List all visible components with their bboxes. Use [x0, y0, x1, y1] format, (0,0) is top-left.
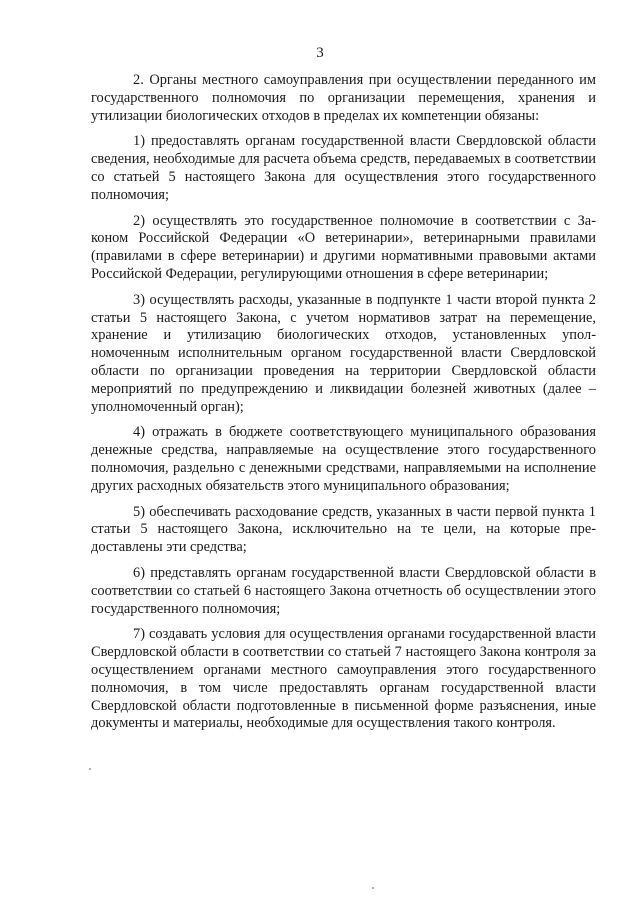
- scan-speck: [89, 768, 91, 770]
- paragraph-item-2: 2) осуществлять это государственное полномочие в соответствии с Законом Российской Федерации «О ветеринарии», ветеринарными правилами (правилами в сфере ветеринарии) и другими нормативными правовыми актами Российской Федерации, регулирующими отношения в сфере ветеринарии;: [91, 212, 596, 282]
- paragraph-item-7: 7) создавать условия для осуществления органами государственной власти Свердловской области в соответствии со статьей 7 настоящего Закона контроля за осуществлением органами местного самоуправления этого государственного полномочия, в том числе предоставлять органам государственной власти Свердловской области подготовленные в письменной форме разъяснения, иные документы и материалы, необходимые для осуществления такого контроля.: [91, 626, 596, 732]
- paragraph-item-5: 5) обеспечивать расходование средств, указанных в части первой пункта 1 статьи 5 настоящего Закона, исключительно на те цели, на которые предоставлены эти средства;: [91, 503, 596, 556]
- paragraph-item-3: 3) осуществлять расходы, указанные в подпункте 1 части второй пункта 2 статьи 5 настоящего Закона, с учетом нормативов затрат на перемещение, хранение и утилизацию биологических отходов, установленных уполномоченным исполнительным органом государственной власти Свердловской области по организации проведения на территории Свердловской области мероприятий по предупреждению и ликвидации болезней животных (далее – уполномоченный орган);: [91, 291, 596, 415]
- paragraph-item-6: 6) представлять органам государственной власти Свердловской области в соответствии со статьей 6 настоящего Закона отчетность об осуществлении этого государственного полномочия;: [91, 564, 596, 617]
- page-number: 3: [316, 45, 324, 61]
- paragraph-item-4: 4) отражать в бюджете соответствующего муниципального образования денежные средства, направляемые на осуществление этого государственного полномочия, раздельно с денежными средствами, направляемыми на исполнение других расходных обязательств этого муниципального образования;: [91, 424, 596, 494]
- paragraph-intro: 2. Органы местного самоуправления при осуществлении переданного им государственного полномочия по организации перемещения, хранения и утилизации биологических отходов в пределах их компетенции обязаны:: [91, 72, 596, 124]
- document-body: [91, 72, 596, 741]
- scan-speck: [372, 887, 374, 889]
- paragraph-item-1: 1) предоставлять органам государственной власти Свердловской области сведения, необходимые для расчета объема средств, передаваемых в соответствии со статьей 5 настоящего Закона для осуществления этого государственного полномочия;: [91, 133, 596, 203]
